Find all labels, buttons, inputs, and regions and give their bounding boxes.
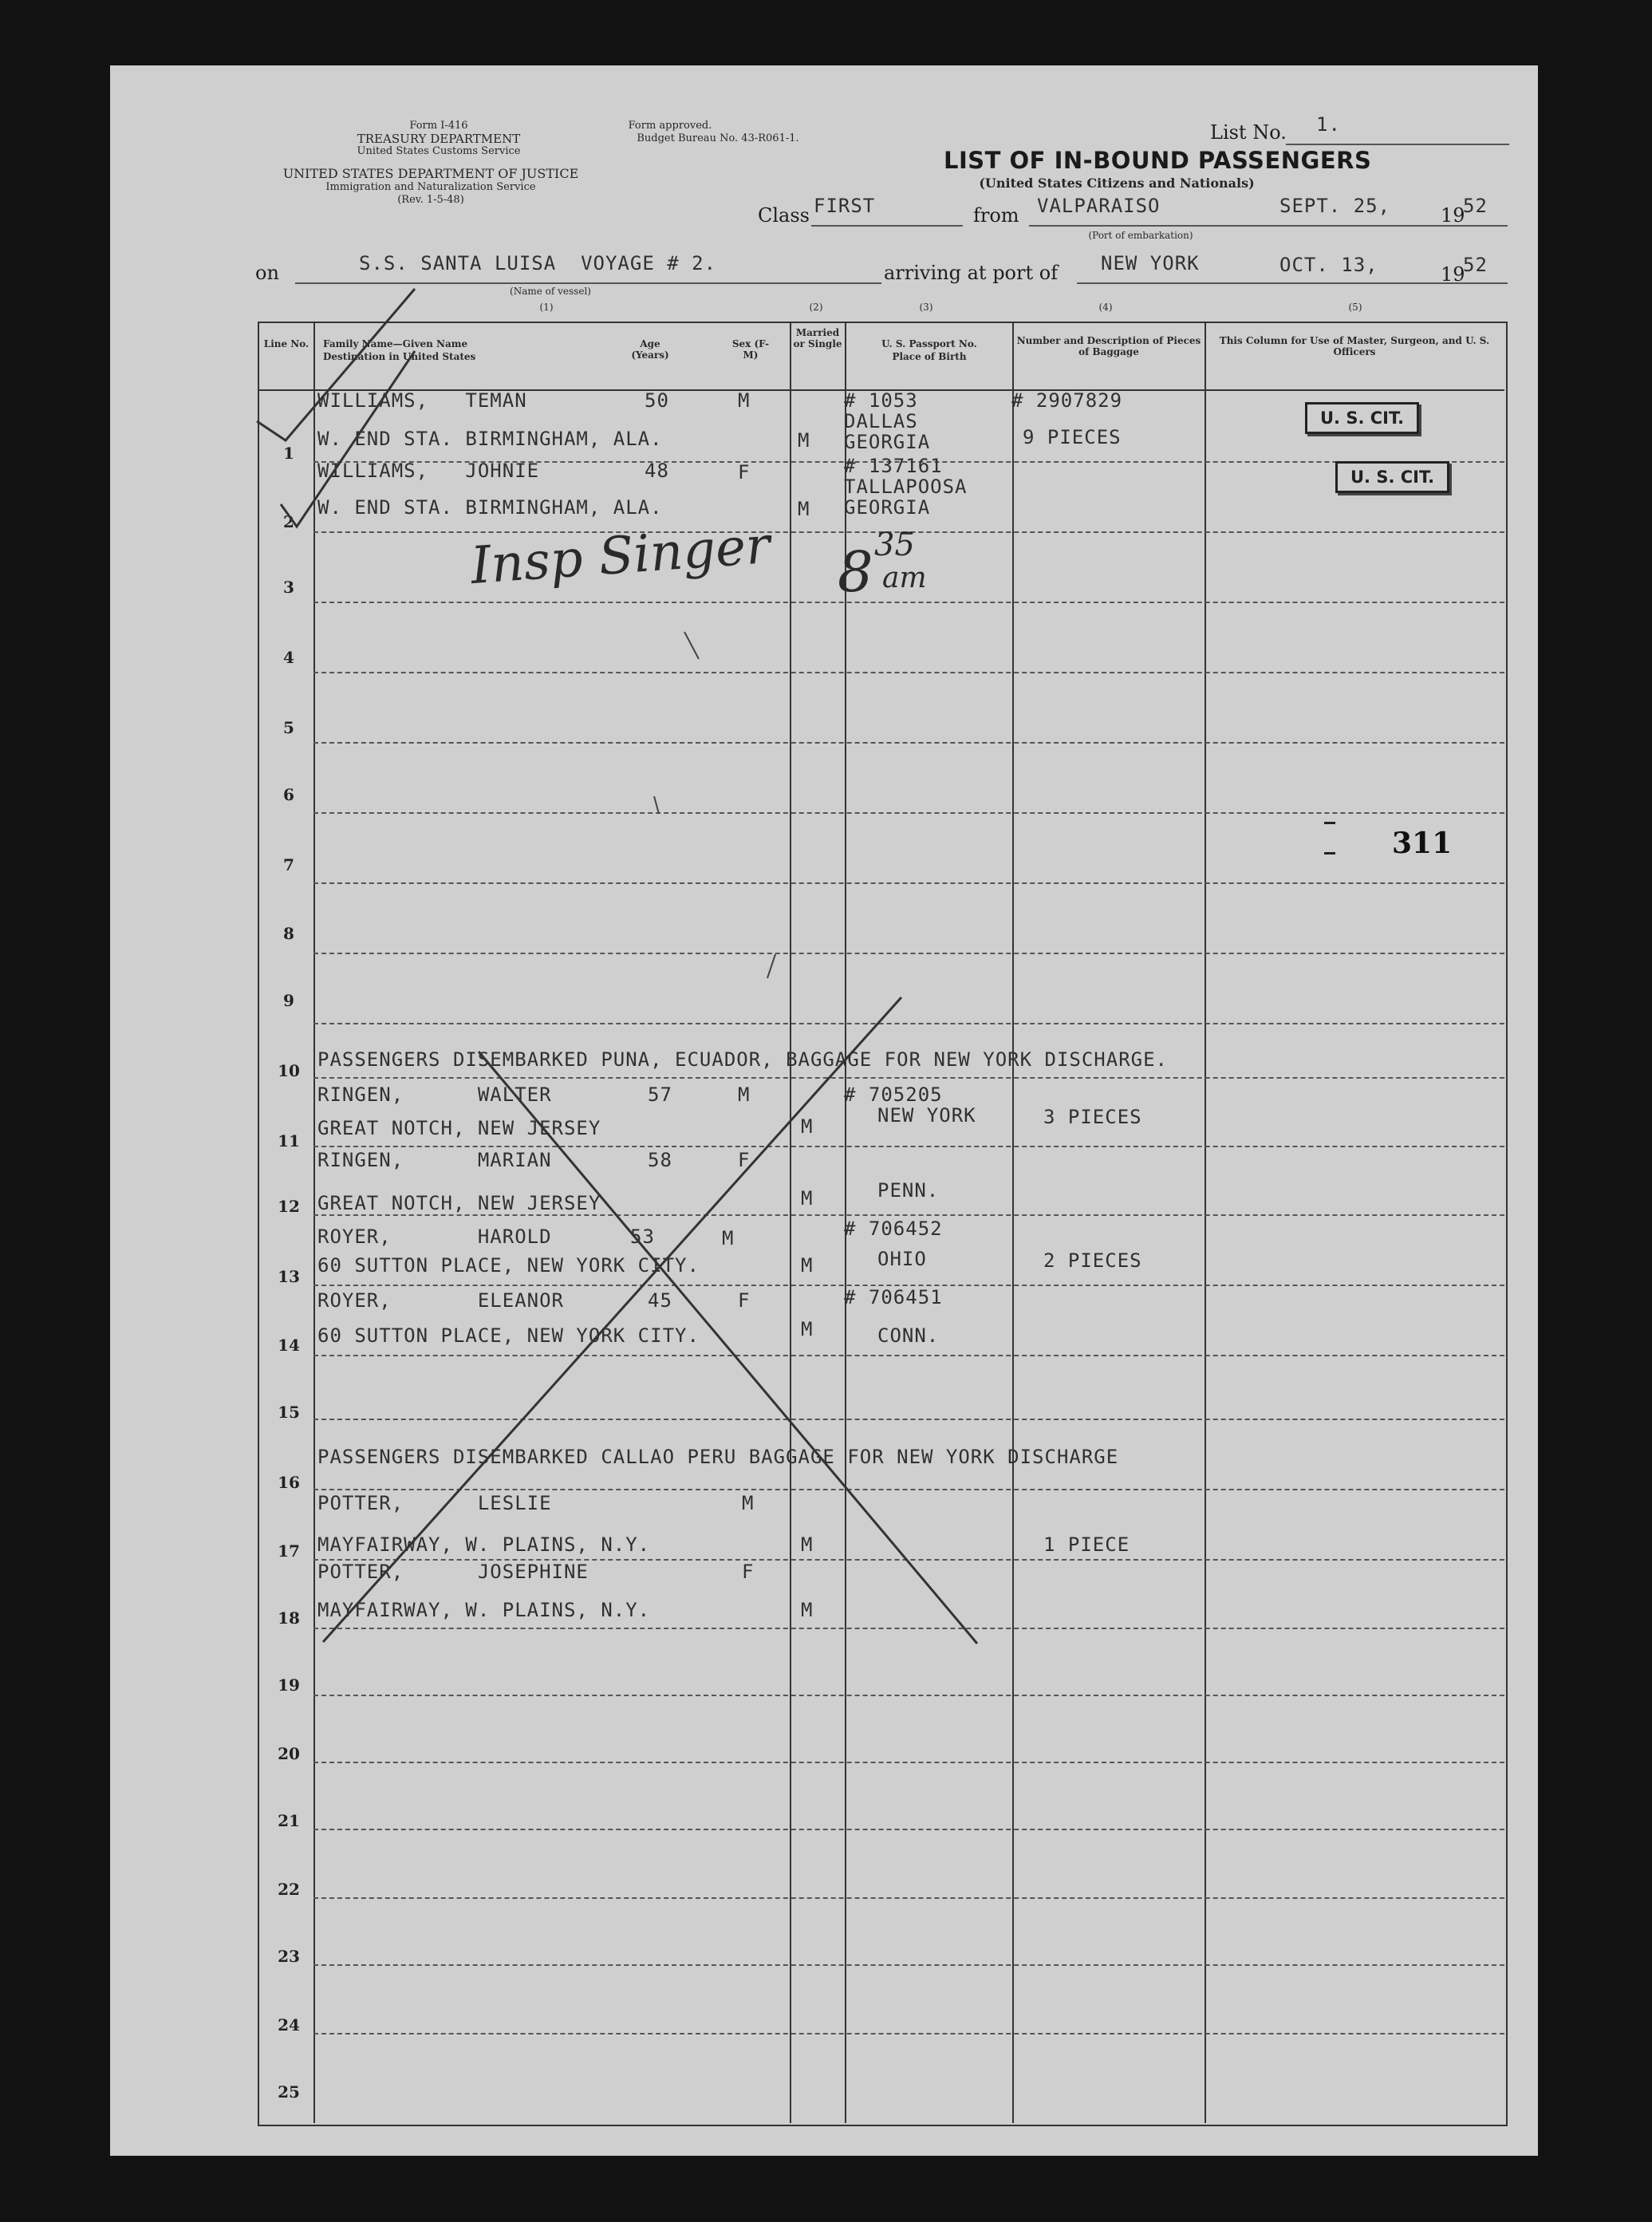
destination: W. END STA. BIRMINGHAM, ALA. <box>317 496 663 519</box>
inspection-time-minutes: 35 <box>874 527 915 563</box>
column-number: (4) <box>1098 302 1113 313</box>
passenger-age: 58 <box>648 1149 672 1171</box>
disembarked-note-puna: PASSENGERS DISEMBARKED PUNA, ECUADOR, BAGGAGE FOR NEW YORK DISCHARGE. <box>317 1048 1168 1071</box>
class-label: Class <box>758 204 810 227</box>
line-number: 10 <box>278 1061 300 1080</box>
revision: (Rev. 1-5-48) <box>397 194 464 206</box>
line-number: 4 <box>283 648 294 667</box>
arrival-year: 52 <box>1463 254 1488 276</box>
port-caption: (Port of embarkation) <box>1088 230 1193 241</box>
line-number: 14 <box>278 1336 300 1355</box>
baggage-description: 2 PIECES <box>1043 1249 1142 1272</box>
birthplace: CONN. <box>877 1324 940 1347</box>
line-number: 23 <box>278 1947 300 1966</box>
col-destination: Destination in United States <box>323 351 476 362</box>
passport-number: # 1053 <box>844 389 918 412</box>
passenger-age: 45 <box>648 1289 672 1312</box>
col-sex: Sex (F-M) <box>731 338 770 361</box>
departure-date: SEPT. 25, <box>1279 195 1391 217</box>
destination: 60 SUTTON PLACE, NEW YORK CITY. <box>317 1324 700 1347</box>
passenger-sex: F <box>742 1561 755 1583</box>
line-number: 24 <box>278 2015 300 2035</box>
form-id: Form I-416 <box>409 120 468 132</box>
passenger-age: 48 <box>645 460 669 482</box>
line-number: 16 <box>278 1473 300 1492</box>
marital-status: M <box>801 1318 814 1340</box>
line-number: 12 <box>278 1197 300 1216</box>
checkmark <box>281 351 415 527</box>
line-number: 1 <box>283 444 294 463</box>
cross-out-stroke <box>323 997 901 1642</box>
list-no-label: List No. <box>1210 121 1287 144</box>
passenger-age: 53 <box>630 1225 655 1248</box>
marital-status: M <box>798 498 810 520</box>
col-name: Family Name—Given Name <box>323 338 468 349</box>
inspector-signature: Insp Singer <box>468 515 772 597</box>
passenger-age: 57 <box>648 1083 672 1106</box>
passenger-name: ROYER, ELEANOR <box>317 1289 564 1312</box>
passenger-name: POTTER, LESLIE <box>317 1492 552 1514</box>
line-number: 9 <box>283 991 294 1010</box>
line-number: 17 <box>278 1541 300 1561</box>
birthplace: GEORGIA <box>844 431 931 453</box>
marital-status: M <box>801 1187 814 1210</box>
destination: GREAT NOTCH, NEW JERSEY <box>317 1192 601 1214</box>
passenger-name: POTTER, JOSEPHINE <box>317 1561 589 1583</box>
justice-dept: UNITED STATES DEPARTMENT OF JUSTICE <box>282 166 579 181</box>
passenger-sex: F <box>738 1149 751 1171</box>
baggage-description: 1 PIECE <box>1043 1533 1130 1556</box>
passenger-sex: F <box>738 461 751 483</box>
marital-status: M <box>798 429 810 452</box>
baggage-number: # 2907829 <box>1011 389 1123 412</box>
birthplace: PENN. <box>877 1179 940 1202</box>
us-citizen-stamp: U. S. CIT. <box>1335 461 1449 493</box>
on-label: on <box>255 262 279 284</box>
page-title: LIST OF IN-BOUND PASSENGERS <box>944 147 1372 174</box>
line-number: 3 <box>283 578 294 597</box>
depart-year-prefix: 19 <box>1441 204 1465 227</box>
col-passport: U. S. Passport No. <box>881 338 977 349</box>
vessel-caption: (Name of vessel) <box>510 286 591 297</box>
birthplace: OHIO <box>877 1248 927 1270</box>
col-baggage: Number and Description of Pieces of Baggage <box>1016 335 1201 357</box>
marital-status: M <box>801 1599 814 1621</box>
class-value: FIRST <box>814 195 876 217</box>
col-line-no: Line No. <box>263 338 310 349</box>
birthplace: DALLAS <box>844 410 918 432</box>
us-citizen-stamp: U. S. CIT. <box>1305 402 1419 434</box>
disembarked-note-callao: PASSENGERS DISEMBARKED CALLAO PERU BAGGAGE FOR NEW YORK DISCHARGE <box>317 1446 1119 1468</box>
checkmark <box>257 289 415 440</box>
col-birthplace: Place of Birth <box>892 351 967 362</box>
form-approved: Form approved. <box>628 120 712 132</box>
col-officers: This Column for Use of Master, Surgeon, and U. S. Officers <box>1219 335 1490 357</box>
passport-number: # 706452 <box>844 1218 943 1240</box>
marital-status: M <box>801 1254 814 1277</box>
marital-status: M <box>801 1533 814 1556</box>
line-number: 18 <box>278 1608 300 1628</box>
port-of-embarkation: VALPARAISO <box>1037 195 1161 217</box>
pencil-stroke <box>684 632 699 659</box>
customs-service: United States Customs Service <box>357 145 521 157</box>
passenger-name: ROYER, HAROLD <box>317 1225 552 1248</box>
passenger-age: 50 <box>645 389 669 412</box>
birthplace: GEORGIA <box>844 496 931 519</box>
arrival-year-prefix: 19 <box>1441 263 1465 286</box>
column-number: (1) <box>539 302 554 313</box>
line-number: 20 <box>278 1744 300 1763</box>
line-number: 7 <box>283 855 294 874</box>
inspection-time-ampm: am <box>882 562 927 594</box>
passport-number: # 706451 <box>844 1286 943 1308</box>
line-number: 13 <box>278 1267 300 1286</box>
passenger-name: RINGEN, MARIAN <box>317 1149 552 1171</box>
passenger-sex: F <box>738 1289 751 1312</box>
passenger-sex: M <box>742 1492 755 1514</box>
inspection-time-hour: 8 <box>838 539 873 605</box>
list-no-value: 1. <box>1316 113 1341 136</box>
passenger-name: RINGEN, WALTER <box>317 1083 552 1106</box>
passenger-sex: M <box>738 389 751 412</box>
ins-service: Immigration and Naturalization Service <box>325 181 536 193</box>
column-number: (3) <box>919 302 933 313</box>
line-number: 25 <box>278 2082 300 2102</box>
line-number: 8 <box>283 924 294 943</box>
line-number: 15 <box>278 1403 300 1422</box>
line-number: 5 <box>283 718 294 737</box>
baggage-description: 9 PIECES <box>1023 426 1122 448</box>
page-subtitle: (United States Citizens and Nationals) <box>979 176 1255 191</box>
column-number: (2) <box>809 302 823 313</box>
passport-number: # 137161 <box>844 455 943 477</box>
line-number: 19 <box>278 1675 300 1695</box>
destination: W. END STA. BIRMINGHAM, ALA. <box>317 428 663 450</box>
col-age: Age (Years) <box>631 338 669 361</box>
budget-bureau: Budget Bureau No. 43-R061-1. <box>637 132 799 144</box>
from-label: from <box>973 204 1019 227</box>
arrival-port: NEW YORK <box>1101 252 1200 274</box>
col-married-single: Married or Single <box>793 327 842 349</box>
destination: 60 SUTTON PLACE, NEW YORK CITY. <box>317 1254 700 1277</box>
line-number: 22 <box>278 1880 300 1899</box>
column-number: (5) <box>1348 302 1362 313</box>
birthplace: TALLAPOOSA <box>844 476 968 498</box>
line-number: 21 <box>278 1811 300 1830</box>
margin-number: 311 <box>1392 827 1453 860</box>
baggage-description: 3 PIECES <box>1043 1106 1142 1128</box>
marital-status: M <box>801 1115 814 1138</box>
pencil-stroke <box>767 954 775 978</box>
vessel-name: S.S. SANTA LUISA VOYAGE # 2. <box>359 252 717 274</box>
line-number: 6 <box>283 785 294 804</box>
passenger-sex: M <box>738 1083 751 1106</box>
birthplace: NEW YORK <box>877 1104 976 1127</box>
passenger-sex: M <box>722 1227 735 1249</box>
arriving-label: arriving at port of <box>884 262 1059 284</box>
arrival-date: OCT. 13, <box>1279 254 1378 276</box>
destination: MAYFAIRWAY, W. PLAINS, N.Y. <box>317 1599 651 1621</box>
departure-year: 52 <box>1463 195 1488 217</box>
destination: GREAT NOTCH, NEW JERSEY <box>317 1117 601 1139</box>
passenger-name: WILLIAMS, JOHNIE <box>317 460 540 482</box>
passenger-name: WILLIAMS, TEMAN <box>317 389 527 412</box>
cross-out-stroke <box>479 1052 977 1644</box>
line-number: 2 <box>283 512 294 531</box>
passport-number: # 705205 <box>844 1083 943 1106</box>
pencil-stroke <box>654 796 659 814</box>
line-number: 11 <box>278 1131 300 1150</box>
treasury-dept: TREASURY DEPARTMENT <box>357 132 521 146</box>
destination: MAYFAIRWAY, W. PLAINS, N.Y. <box>317 1533 651 1556</box>
